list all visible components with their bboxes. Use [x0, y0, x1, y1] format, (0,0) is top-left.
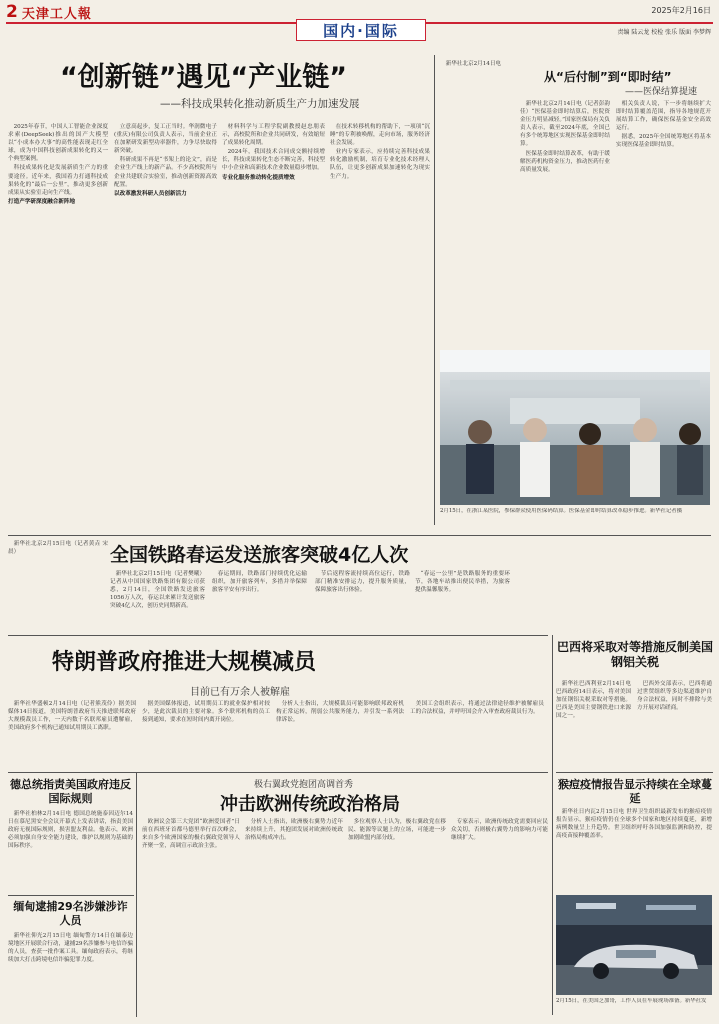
story8-headline: 冲击欧洲传统政治格局 [220, 794, 400, 815]
story4-col-1: 新华社华盛顿2月14日电（记者熊茂伶）据美国媒体14日报道，美国特朗普政府当天推进联邦政府大规模裁员工作，一天内数千名联邦雇员遭解雇，美国政府多个机构已通知试用期员工离职。 [8, 701, 136, 732]
story9-body: 新华社日内瓦2月15日电 世界卫生组织最新发布的猴痘疫情报告显示，猴痘疫情仍在全球多个国家和地区持续蔓延，新增病例数量呈上升趋势。世卫组织呼吁各国加强监测和防控，提高疫苗接种覆盖率。 [556, 809, 712, 840]
story7-body: 新华社仰光2月15日电 缅甸警方14日在缅泰边境地区开展联合行动，逮捕29名涉嫌参与电信诈骗的人员，查获一批作案工具。缅甸政府表示，将继续加大打击跨境电信诈骗犯罪力度。 [8, 933, 133, 964]
story6-body: 新华社柏林2月14日电 德国总统施泰因迈尔14日在慕尼黑安全会议开幕式上发表讲话，指责美国政府无视国际规则，损害盟友利益。他表示，欧洲必须加强自身安全能力建设，维护以规则为基础的国际秩序。 [8, 811, 133, 850]
story1-col-1 [8, 123, 108, 533]
story4-headline: 特朗普政府推进大规模减员 [52, 650, 317, 675]
story8-col-1: 欧洲议会第三大党团“欧洲爱国者”日前在西班牙首都马德里举行首次峰会，来自多个欧洲国家的极右翼政党领导人齐聚一堂，高调宣示政治主张。 [142, 819, 240, 850]
story1-col-2 [114, 123, 217, 533]
divider-rule [8, 635, 548, 636]
paragraph: 医保基金即时结算改革，有助于缓解医药机构资金压力，推动医药行业高质量发展。 [520, 150, 610, 173]
column-divider [434, 55, 435, 525]
divider-rule [8, 772, 548, 773]
story7-headline: 缅甸逮捕29名涉嫌涉诈人员 [13, 900, 128, 927]
autoshow-photo [556, 895, 712, 995]
story2-col-0: 新华社北京2月14日电 [445, 61, 502, 67]
story5-col-2: 巴西外交部表示，巴西将通过世贸组织等多边渠道维护自身合法权益，同时不排除与美方开展对话磋商。 [637, 681, 712, 712]
story8-col-3: 多位观察人士认为，极右翼政党在移民、能源等议题上的立场，可能进一步加剧欧盟内部分歧。 [348, 819, 446, 842]
section-title: 国内·国际 [296, 19, 426, 41]
story4-col-3: 分析人士指出，大规模裁员可能影响联邦政府机构正常运转，削弱公共服务能力，并引发一系列法律诉讼。 [276, 701, 404, 724]
column-divider [136, 772, 137, 1017]
paragraph: 材料科学与工程学院副教授赵忠朋表示，高校院所和企业共同研发，有效缩短了成果转化周期。 [222, 124, 325, 147]
paragraph: 立意高起步，复工正当时。华润微电子(重庆)有限公司负责人表示，当前企业正在加紧研发新型功率器件，力争尽快取得新突破。 [114, 124, 217, 155]
paragraph: 业内专家表示，应持续完善科技成果转化激励机制，培育专业化技术经理人队伍，让更多创新成果加速转化为现实生产力。 [330, 149, 430, 180]
story3-col-4: “春运一公里”是铁路服务的重要环节，各地车站推出便民举措，为旅客提供温馨服务。 [415, 571, 510, 594]
photo-caption: 2月15日，在浙江某医院，参保群众使用医保码结算。医保基金即时结算改革稳步推进。新华社记者摄 [440, 508, 683, 514]
story1-dateline: 新华社北京2月15日电（记者黄垚 宋晨） [8, 541, 108, 556]
story1-subheading-1: 打造产学研深度融合新阵地 [8, 198, 76, 205]
paragraph: 2024年，我国技术合同成交额持续增长，科技成果转化生态不断完善，科技型中小企业和高新技术企业数量稳步增加。 [222, 149, 325, 172]
hospital-photo [440, 350, 710, 505]
paragraph: 相关负责人说，下一步将继续扩大即时结算覆盖范围，指导各地规范开展结算工作，确保医保基金安全高效运行。 [616, 101, 711, 132]
story2-headline: 从“后付制”到“即时结” [544, 70, 672, 84]
divider-rule [556, 772, 713, 773]
story1-subheading-3: 专业化服务推动转化提质增效 [222, 174, 295, 181]
story3-col-1: 新华社北京2月15日电（记者樊曦）记者从中国国家铁路集团有限公司获悉，2月14日，全国铁路发送旅客1056万人次，春运以来累计发送旅客突破4亿人次，创历史同期新高。 [110, 571, 205, 610]
paragraph: 新华社北京2月14日电（记者彭韵佳）“医保基金即时结算后，医院资金压力明显减轻。”国家医保局有关负责人表示，截至2024年底，全国已有多个统筹地区实现医保基金即时结算。 [520, 101, 610, 148]
story6-headline: 德总统指责美国政府违反国际规则 [10, 778, 131, 805]
paragraph: 科技成果转化是发展新质生产力的重要途径。近年来，我国着力打通科技成果转化的“最后一公里”，推动更多创新成果从实验室走向生产线。 [8, 165, 108, 196]
story8-col-2: 分析人士指出，欧洲极右翼势力近年来持续上升，其抱团发展对欧洲传统政治格局构成冲击。 [245, 819, 343, 842]
story1-subheading-2: 以改革激发科研人员创新活力 [114, 190, 187, 197]
story2-col-1 [520, 100, 610, 345]
story8-kicker: 极右翼政党抱团高调首秀 [254, 780, 354, 790]
story3-col-3: 节后返程客流持续高位运行，铁路部门精准安排运力，提升服务质量，保障旅客出行体验。 [315, 571, 410, 594]
story8-col-4: 专家表示，欧洲传统政党需要回应民众关切，否则极右翼势力的影响力可能继续扩大。 [451, 819, 548, 842]
story5-headline: 巴西将采取对等措施反制美国钢铝关税 [556, 640, 713, 669]
newspaper-logo: 天津工人報 [21, 6, 92, 22]
story4-col-2: 据美国媒体报道，试用期员工的就业保护相对较少，是此次裁员的主要对象。多个联邦机构的员工接到通知，要求在短时间内离开岗位。 [142, 701, 270, 724]
paragraph: 在技术转移机构的帮助下，一项项“沉睡”的专利被唤醒，走向市场，服务经济社会发展。 [330, 124, 430, 147]
issue-date: 2025年2月16日 [651, 6, 711, 15]
divider-rule [8, 895, 134, 896]
story1-subhead: ——科技成果转化推动新质生产力加速发展 [160, 98, 360, 110]
story4-subhead: 目前已有万余人被解雇 [190, 687, 290, 698]
story1-col-4 [330, 123, 430, 533]
paragraph: 科研成果不再是“书架上的论文”，而是企业生产线上的新产品。不少高校院所与企业共建联合实验室，推动创新资源高效配置。 [114, 157, 217, 188]
page-number: 2 [6, 2, 18, 22]
masthead [6, 3, 92, 21]
story3-col-2: 春运期间，铁路部门持续优化运输组织，加开旅客列车，多措并举保障旅客平安有序出行。 [212, 571, 307, 594]
editors-credit: 责编 陆云龙 校检 张乐 版面 李梦辉 [617, 29, 711, 36]
paragraph: 2025年春节，中国人工智能企业深度求索(DeepSeek)推出的国产大模型以“小成本办大事”的高性能表现走红全球，成为中国科技创新成果转化的又一个典型案例。 [8, 124, 108, 163]
story1-col-3 [222, 123, 325, 533]
story2-subhead: ——医保结算提速 [625, 87, 698, 97]
story3-headline: 全国铁路春运发送旅客突破4亿人次 [110, 544, 409, 566]
paragraph: 据悉，2025年全国统筹地区将基本实现医保基金即时结算。 [616, 134, 711, 149]
column-divider [552, 635, 553, 1015]
story2-col-2 [616, 100, 711, 345]
photo-caption: 2月15日，在美国芝加哥，工作人员在车展现场准备。新华社发 [556, 998, 707, 1004]
divider-rule [8, 535, 711, 536]
story9-headline: 猴痘疫情报告显示持续在全球蔓延 [558, 778, 712, 805]
story4-col-4: 美国工会组织表示，将通过法律途径维护被解雇员工的合法权益，并呼吁国会介入审查政府裁员行为。 [410, 701, 544, 716]
story1-headline: “创新链”遇见“产业链” [60, 62, 347, 93]
story5-col-1: 新华社巴西利亚2月14日电 巴西政府14日表示，将对美国加征钢铝关税采取对等措施。巴西是美国主要钢铁进口来源国之一。 [556, 681, 631, 720]
